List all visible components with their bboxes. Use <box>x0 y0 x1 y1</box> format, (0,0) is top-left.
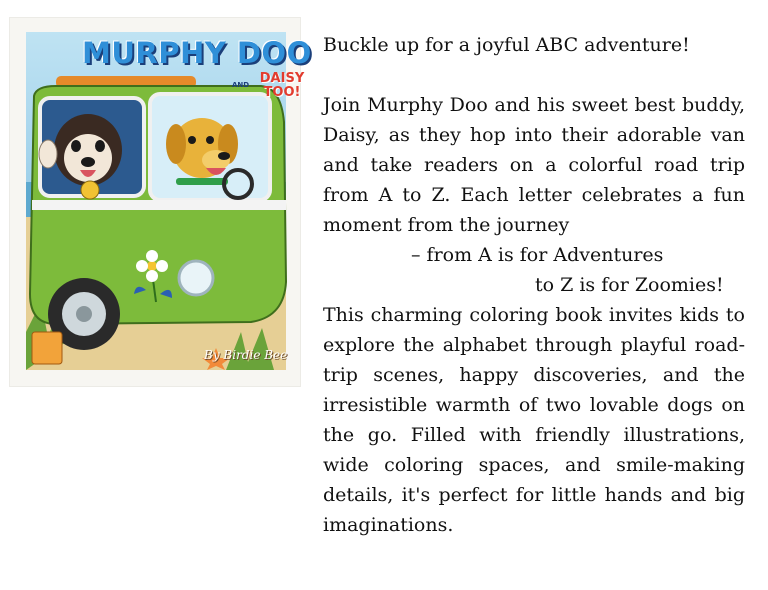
cover-author: By Birdie Bee <box>204 348 288 362</box>
cover-title: MURPHY DOO <box>82 36 312 70</box>
cover-and-text: AND <box>232 81 250 89</box>
book-description <box>323 30 745 540</box>
description-paragraph-1: Join Murphy Doo and his sweet best buddy, Daisy, as they hop into their adorable van and take readers on a colorful road trip from A to Z. Each letter celebrates a fun moment from the journey <box>323 94 745 236</box>
description-paragraph-2: This charming coloring book invites kids to explore the alphabet through playful road-trip scenes, happy discoveries, and the irresistible warmth of two lovable dogs on the go. Filled with friendly illustrations, wide coloring spaces, and smile-making details, it's perfect for little hands and big imaginations. <box>323 304 745 536</box>
cover-subtitle: DAISY TOO! <box>259 71 305 100</box>
book-cover <box>26 32 312 370</box>
description-line-z: to Z is for Zoomies! <box>535 274 724 296</box>
description-line-a: – from A is for Adventures <box>411 244 664 266</box>
description-headline: Buckle up for a joyful ABC adventure! <box>323 34 690 56</box>
